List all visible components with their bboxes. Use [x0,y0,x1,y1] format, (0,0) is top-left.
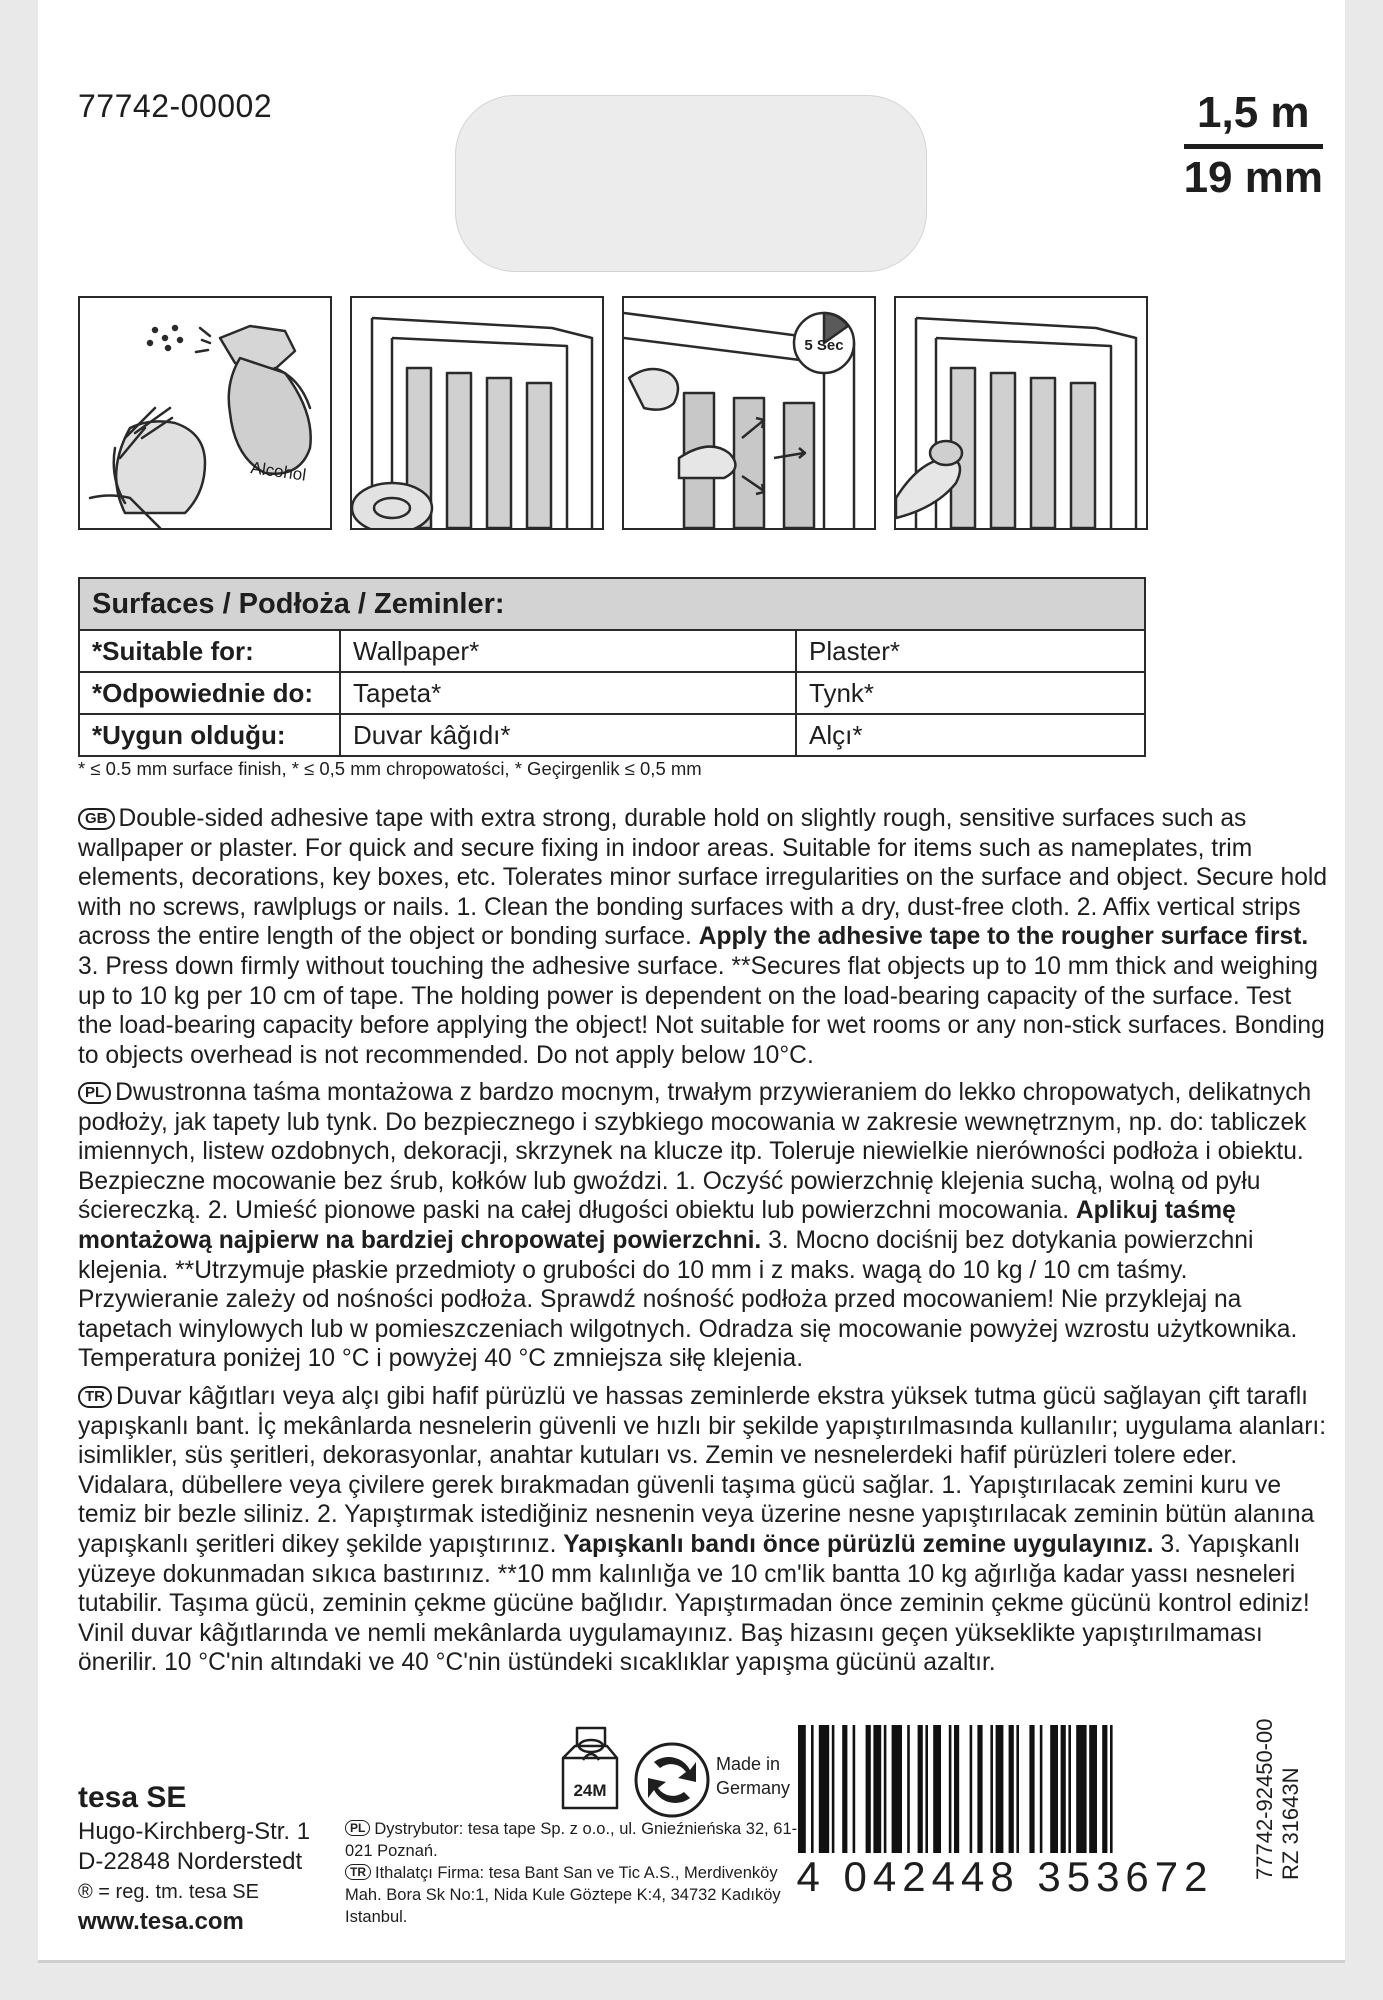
row-label: *Suitable for: [79,630,340,672]
step-4-finished [894,296,1148,530]
table-row [79,672,1145,714]
strips-on-frame-illustration [352,298,602,528]
row-label: *Odpowiednie do: [79,672,340,714]
description-text: Dwustronna taśma montażowa z bardzo mocnym, trwałym przywieraniem do lekko chropowatych, delikatnych podłoży, jak tapety lub tynk. Do bezpiecznego i szybkiego mocowania w zakresie wewnętrznym, np. do: tabliczek imiennych, listew ozdobnych, dekoracji, skrzynek na klucze itp. Toleruje niewielkie nierówności podłoża i obiektu. Bezpieczne mocowanie bez śrub, kołków lub gwoździ. 1. Oczyść powierzchnię klejenia suchą, wolną od pyłu ściereczką. 2. Umieść pionowe paski na całej długości obiektu lub powierzchni mocowania. [78,1079,1312,1225]
country-code-pl: PL [78,1082,111,1104]
made-in [716,1752,790,1800]
distributor-tr-text: Ithalatçı Firma: tesa Bant San ve Tic A.S., Merdivenköy Mah. Bora Sk No:1, Nida Kule Göztepe K:4, 34732 Kadıköy Istanbul. [345,1864,781,1926]
print-code: RZ 31643N [1278,1767,1303,1880]
step-2-apply-strips [350,296,604,530]
table-row [79,630,1145,672]
spray-cloth-illustration [80,298,330,528]
description-text: Duvar kâğıtları veya alçı gibi hafif pürüzlü ve hassas zeminlerde ekstra yüksek tutma gücü sağlayan çift taraflı yapışkanlı bant. İç mekânlarda nesnelerin güvenli ve hızlı bir şekilde yapıştırılmasında kullanılır; uygulama alanları: isimlikler, süs şeritleri, dekorasyonlar, anahtar kutuları vs. Zemin ve nesnelerdeki hafif pürüzleri tolere eder. Vidalara, dübellere veya çivilere gerek bırakmadan güvenli taşıma gücü sağlar. 1. Yapıştırılacak zemini kuru ve temiz bir bezle siliniz. 2. Yapıştırmak istediğiniz nesnenin veya üzerine nesne yapıştırılacak zeminin bütün alanına yapışkanlı şeritleri dikey şekilde yapıştırınız. [78,1383,1327,1558]
tape-width: 19 mm [1183,153,1323,202]
timer-label: 5 Sec [804,337,844,354]
instruction-steps [78,296,1145,528]
distributor-pl [345,1818,800,1862]
description-text: 3. Yapışkanlı yüzeye dokunmadan sıkıca bastırınız. **10 mm kalınlığa ve 10 cm'lik bantta 10 kg ağırlığa kadar yassı nesneleri tutabilir. Taşıma gücü, zeminin çekme gücüne bağlıdır. Yapıştırmadan önce zeminin çekme gücünü kontrol ediniz! Vinil duvar kâğıtlarında ve nemli mekânlarda uygulamayınız. Baş hizasını geçen yükseklikte yapıştırılmaması önerilir. 10 °C'nin altındaki ve 40 °C'nin üstündeki sıcaklıklar yapışma gücünü azaltır. [78,1530,1310,1677]
vertical-codes [1252,1719,1304,1880]
surface-value: Wallpaper* [340,630,796,672]
article-number: 77742-00002 [78,88,273,124]
description-pl [78,1078,1328,1374]
tape-dimensions [1184,88,1323,203]
company-address [78,1783,310,1937]
description-text: 3. Press down firmly without touching the adhesive surface. **Secures flat objects up to 10 mm thick and weighing up to 10 kg per 10 cm of tape. The holding power is dependent on the load-bearing capacity of the surface. Test the load-bearing capacity before applying the object! Not suitable for wet rooms or any non-stick surfaces. Bonding to objects overhead is not recommended. Do not apply below 10°C. [78,952,1325,1069]
surfaces-table-title: Surfaces / Podłoża / Zeminler: [79,578,1145,630]
step-3-press [622,296,876,530]
distributor-tr [345,1862,800,1928]
alcohol-label: Alcohol [249,458,308,485]
company-street: Hugo-Kirchberg-Str. 1 [78,1818,311,1845]
tape-length: 1,5 m [1184,88,1323,149]
made-in-line-1: Made in [716,1754,781,1774]
description-gb [78,804,1328,1070]
surface-value: Tynk* [796,672,1145,714]
recycling-icon [632,1740,712,1820]
description-text: 3. Mocno dociśnij bez dotykania powierzchni klejenia. **Utrzymuje płaskie przedmioty o grubości do 10 mm i z maks. wagą do 10 kg / 10 cm taśmy. Przywieranie zależy od nośności podłoża. Sprawdź nośność podłoża przed mocowaniem! Nie przyklejaj na tapetach winylowych lub w pomieszczeniach wilgotnych. Odradza się mocowanie powyżej wzrostu użytkownika. Temperatura poniżej 10 °C i powyżej 40 °C zmniejsza siłę klejenia. [78,1226,1298,1373]
description-bold: Aplikuj taśmę montażową najpierw na bardziej chropowatej powierzchni. [78,1197,1236,1254]
distributor-pl-text: Dystrybutor: tesa tape Sp. z o.o., ul. Gnieźnieńska 32, 61-021 Poznań. [345,1820,798,1860]
press-frame-illustration [624,298,874,528]
company-name: tesa SE [78,1781,187,1814]
surface-value: Plaster* [796,630,1145,672]
surfaces-table [78,577,1146,757]
pao-label: 24M [573,1781,607,1800]
country-code-tr: TR [78,1386,112,1408]
surface-footnote: * ≤ 0.5 mm surface finish, * ≤ 0,5 mm chropowatości, * Geçirgenlik ≤ 0,5 mm [78,758,702,779]
company-city: D-22848 Norderstedt [78,1848,303,1875]
hanger-hole [455,95,927,272]
product-code: 77742-92450-00 [1252,1718,1277,1880]
description-tr [78,1382,1328,1678]
made-in-line-2: Germany [716,1778,791,1798]
distributor-info [345,1818,800,1928]
barcode-number: 4 042448 353672 [796,1853,1214,1900]
mounted-frame-illustration [896,298,1146,528]
description-bold: Apply the adhesive tape to the rougher surface first. [698,923,1309,951]
surface-value: Duvar kâğıdı* [340,714,796,756]
description-bold: Yapışkanlı bandı önce pürüzlü zemine uygulayınız. [563,1530,1154,1558]
row-label: *Uygun olduğu: [79,714,340,756]
card-top-arch [38,0,1345,70]
trademark-note: ® = reg. tm. tesa SE [78,1881,259,1903]
surface-value: Tapeta* [340,672,796,714]
website-link[interactable]: www.tesa.com [78,1908,244,1935]
table-row [79,714,1145,756]
country-code-tr: TR [345,1864,371,1880]
pao-24m-icon [555,1720,625,1812]
country-code-gb: GB [78,808,115,830]
description-text: Double-sided adhesive tape with extra strong, durable hold on slightly rough, sensitive surfaces such as wallpaper or plaster. For quick and secure fixing in indoor areas. Suitable for items such as nameplates, trim elements, decorations, key boxes, etc. Tolerates minor surface irregularities on the surface and object. Secure hold with no screws, rawlplugs or nails. 1. Clean the bonding surfaces with a dry, dust-free cloth. 2. Affix vertical strips across the entire length of the object or bonding surface. [78,805,1328,951]
step-1-clean [78,296,332,530]
surface-value: Alçı* [796,714,1145,756]
country-code-pl: PL [345,1820,370,1836]
ean-barcode [790,1725,1220,1900]
